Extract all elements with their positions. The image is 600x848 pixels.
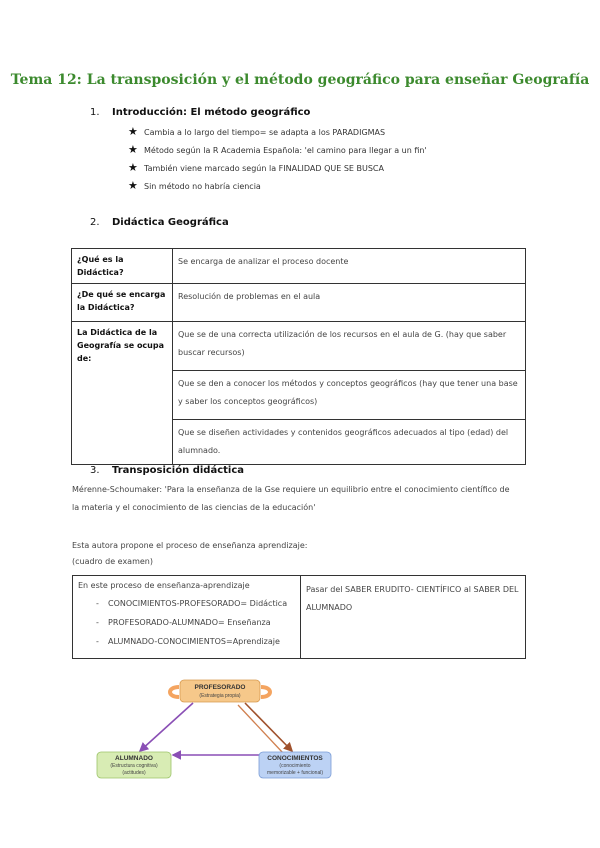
exam-table	[72, 575, 526, 659]
exam-relations-list	[78, 594, 295, 651]
list-item	[128, 125, 427, 143]
proposal-line: Esta autora propone el proceso de enseñanza aprendizaje:	[72, 541, 308, 550]
list-item: - PROFESORADO-ALUMNADO= Enseñanza	[96, 618, 271, 627]
list-item	[128, 161, 427, 179]
exam-table-right-text: Pasar del SABER ERUDITO- CIENTÍFICO al SABER DEL ALUMNADO	[306, 585, 519, 612]
section-number: 1.	[90, 107, 100, 118]
section-title: Didáctica Geográfica	[112, 217, 229, 228]
list-item	[128, 179, 427, 197]
list-item: - CONOCIMIENTOS-PROFESORADO= Didáctica	[96, 599, 288, 608]
list-item-text: También viene marcado según la FINALIDAD QUE SE BUSCA	[144, 164, 384, 173]
section-heading-3	[90, 465, 244, 476]
didactica-table	[71, 248, 526, 465]
table-answer: Se encarga de analizar el proceso docente	[173, 249, 526, 284]
table-row	[73, 576, 526, 659]
alumnado-title: ALUMNADO	[115, 755, 153, 762]
exam-table-left-title: En este proceso de enseñanza-aprendizaje	[78, 581, 250, 590]
section-title: Transposición didáctica	[112, 465, 245, 476]
profesorado-subtitle: (Estrategia propia)	[199, 693, 241, 699]
section-title: Introducción: El método geográfico	[112, 107, 311, 118]
loop-arrow-left-icon	[170, 687, 179, 697]
list-item-text: Método según la R Academia Española: 'el camino para llegar a un fin'	[144, 146, 427, 155]
table-answer: Que se de una correcta utilización de los recursos en el aula de G. (hay que saber buscar recursos)	[173, 322, 526, 371]
list-item	[128, 143, 427, 161]
page-title: Tema 12: La transposición y el método geográfico para enseñar Geografía	[10, 72, 590, 88]
conocimientos-title: CONOCIMIENTOS	[267, 755, 323, 762]
profesorado-title: PROFESORADO	[194, 684, 246, 691]
section-number: 2.	[90, 217, 100, 228]
alumnado-subtitle-2: (actitudes)	[122, 770, 146, 776]
list-item-text: CONOCIMIENTOS-PROFESORADO= Didáctica	[108, 599, 288, 608]
list-item-text: Sin método no habría ciencia	[144, 182, 261, 191]
exam-note: (cuadro de examen)	[72, 557, 153, 566]
loop-arrow-right-icon	[261, 687, 270, 697]
section-heading-1	[90, 107, 310, 118]
table-question: ¿De qué se encarga la Didáctica?	[72, 284, 173, 322]
star-bullet-icon: ★	[128, 161, 138, 174]
table-row	[72, 284, 526, 322]
arrow-profesorado-alumnado	[140, 703, 193, 751]
author-quote: Mérenne-Schoumaker: 'Para la enseñanza de la Gse requiere un equilibrio entre el conocimiento científico de la materia y el conocimiento de las ciencias de la educación'	[72, 485, 510, 512]
table-question: ¿Qué es la Didáctica?	[72, 249, 173, 284]
list-item-text: ALUMNADO-CONOCIMIENTOS=Aprendizaje	[108, 637, 280, 646]
star-bullet-icon: ★	[128, 179, 138, 192]
list-item: - ALUMNADO-CONOCIMIENTOS=Aprendizaje	[96, 637, 280, 646]
conocimientos-subtitle-1: (conocimiento	[279, 763, 311, 769]
section-heading-2	[90, 217, 229, 228]
list-item-text: PROFESORADO-ALUMNADO= Enseñanza	[108, 618, 271, 627]
didactic-triangle-diagram	[95, 675, 345, 787]
arrow-conocimientos-profesorado	[238, 705, 283, 753]
arrow-profesorado-conocimientos	[245, 703, 292, 751]
alumnado-subtitle-1: (Estructura cognitiva)	[110, 763, 158, 769]
table-answer: Que se den a conocer los métodos y conceptos geográficos (hay que tener una base y saber los conceptos geográficos)	[173, 371, 526, 420]
table-row	[72, 322, 526, 371]
exam-table-right-cell	[301, 576, 526, 659]
conocimientos-subtitle-2: memorizable + funcional)	[267, 770, 323, 776]
intro-bullet-list	[128, 125, 427, 197]
section-number: 3.	[90, 465, 100, 476]
exam-table-left-cell	[73, 576, 301, 659]
table-question: La Didáctica de la Geografía se ocupa de:	[72, 322, 173, 465]
star-bullet-icon: ★	[128, 125, 138, 138]
table-row	[72, 249, 526, 284]
table-answer: Resolución de problemas en el aula	[173, 284, 526, 322]
star-bullet-icon: ★	[128, 143, 138, 156]
table-answer: Que se diseñen actividades y contenidos geográficos adecuados al tipo (edad) del alumnado.	[173, 420, 526, 465]
list-item-text: Cambia a lo largo del tiempo= se adapta a los PARADIGMAS	[144, 128, 386, 137]
